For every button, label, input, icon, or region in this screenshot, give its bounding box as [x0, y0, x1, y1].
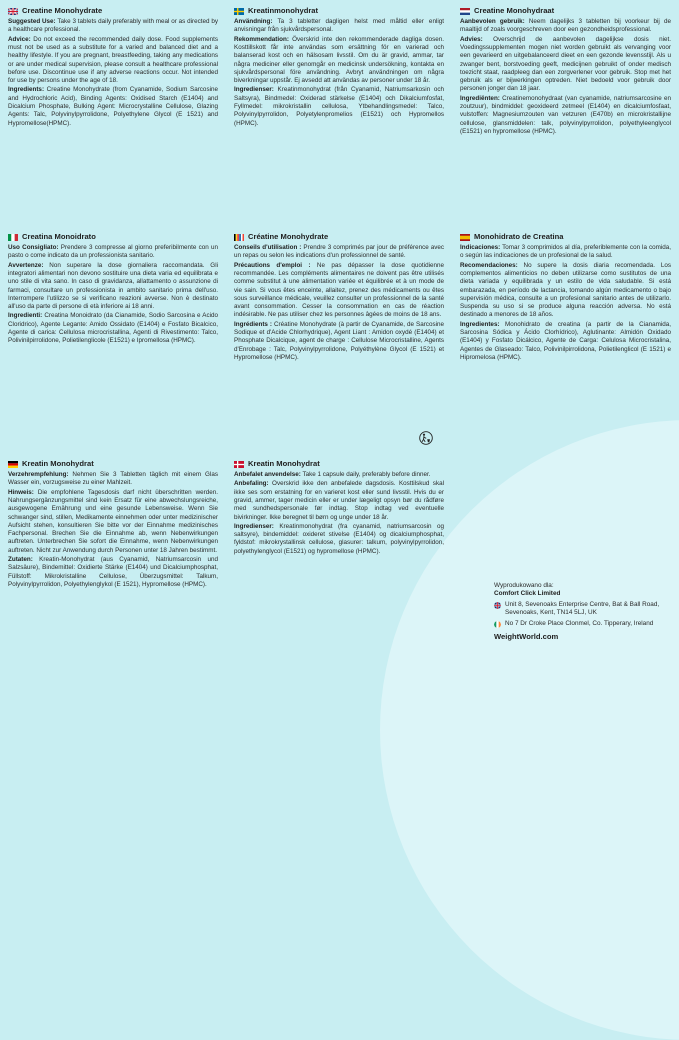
- panel-uk: [0, 0, 226, 226]
- section-label: Verzehrempfehlung:: [8, 471, 69, 479]
- panel-section: [8, 244, 218, 261]
- section-label: Avvertenze:: [8, 261, 44, 269]
- section-text: Nehmen Sie 3 Tabletten täglich mit einem Glas Wasser ein, vorzugsweise zu einer Mahlzeit.: [8, 471, 218, 487]
- section-label: Hinweis:: [8, 488, 34, 496]
- uk-flag-icon: [8, 8, 18, 15]
- manufacturer-company: Comfort Click Limited: [494, 590, 561, 597]
- weightworld-logo: WeightWorld.com: [494, 632, 559, 641]
- section-text: Die empfohlene Tagesdosis darf nicht überschritten werden. Nahrungsergänzungsmittel sind kein Ersatz für eine abwechslungsreiche, ausgewogene Ernährung und eine gesunde Lebensweise. Wenn Sie schwanger sind, stillen, Medikamente einnehmen oder unter medizinischer Aufsicht stehen, konsultieren Sie bitte vor der Einnahme medizinisches Fachpersonal. Brechen Sie die Einnahme ab, wenn Nebenwirkungen auftreten. Unterbrechen Sie sofort die Einnahme, wenn Nebenwirkungen auftreten. Nicht zur Anwendung durch Personen unter 18 Jahren bestimmt.: [8, 488, 218, 554]
- section-text: Non superare la dose giornaliera raccomandata. Gli integratori alimentari non devono sostituire una dieta varia ed equilibrata e uno stile di vita sano. In caso di gravidanza, allattamento o assunzione di farmaci, consultare un professionista in ambito sanitario prima dell'uso. Interrompere l'utilizzo se si verificano reazioni avverse. Non è destinato all'uso da parte di persone di età inferiore ai 18 anni.: [8, 261, 218, 311]
- section-label: Suggested Use:: [8, 18, 56, 26]
- section-text: Take 1 capsule daily, preferably before dinner.: [300, 471, 431, 479]
- section-label: Zutaten:: [8, 555, 33, 563]
- panel-section: [234, 18, 444, 35]
- panel-title: Kreatin Monohydrat: [248, 459, 320, 468]
- denmark-flag-icon: [234, 461, 244, 468]
- section-label: Recomendaciones:: [460, 261, 518, 269]
- uk-flag-icon: [494, 602, 501, 609]
- section-label: Användning:: [234, 18, 273, 26]
- panel-section: [234, 523, 444, 556]
- panel-section: [234, 244, 444, 261]
- section-label: Ingredienti:: [8, 312, 43, 320]
- manufacturer-block: [494, 582, 674, 641]
- panel-title: Creatine Monohydraat: [474, 6, 555, 15]
- section-label: Indicaciones:: [460, 244, 501, 252]
- section-text: Creatine Monohydrate (from Cyanamide, Sodium Sarcosine and Hydrochloric Acid), Binding Agents: Oxidised Starch (E1404) and Dicalcium Phosphate, Bulking Agent: Microcrystalline Cellulose, Glazing Agents: Talc, Polyvinylpyrrolidone, Polyethylene Glycol (E 1521) and Hypromellose(HPMC).: [8, 86, 218, 127]
- panel-section: [234, 262, 444, 320]
- section-text: Tomar 3 comprimidos al día, preferiblemente con la comida, o según las indicaciones de un profesional de la salud.: [460, 244, 671, 260]
- section-text: Ta 3 tabletter dagligen helst med måltid eller enligt anvisningar från sjukvårdspersonal.: [234, 18, 444, 34]
- panel-header: [234, 232, 444, 242]
- tidy-man-icon: [419, 431, 433, 445]
- panel-title: Kreatin Monohydrat: [22, 459, 94, 468]
- section-label: Aanbevolen gebruik:: [460, 18, 525, 26]
- panel-section: [8, 262, 218, 312]
- panel-nl: [452, 0, 679, 226]
- section-text: Ne pas dépasser la dose quotidienne recommandée. Les compléments alimentaires ne doivent pas être utilisés comme substitut à une alimentation variée et équilibrée et à un mode de vie sain. Si vous êtes enceinte, allaitez, prenez des médicaments ou êtes sous surveillance médicale, veuillez consulter un professionnel de la santé avant consommation. Cesser la consommation en cas de réaction indésirable. Ne pas utiliser chez les personnes âgées de moins de 18 ans.: [234, 261, 444, 319]
- section-text: Kreatin-Monohydrat (aus Cyanamid, Natriumsarcosin und Salzsäure), Bindemittel: Oxidierte Stärke (E1404) und Dicalciumphosphat, Füllstoff: Mikrokristalline Cellulose, Überzugsmittel: Talkum, Polyvinylpyrrolidon, Polyethylenglykol (E 1521), Hypromellose (HPMC).: [8, 555, 218, 588]
- panel-header: [8, 459, 218, 469]
- panel-de: [0, 453, 226, 679]
- panel-section: [460, 321, 671, 362]
- section-text: Take 3 tablets daily preferably with meal or as directed by a healthcare professional.: [8, 18, 218, 34]
- panel-dk: [226, 453, 452, 679]
- panel-title: Créatine Monohydrate: [248, 232, 329, 241]
- panel-section: [460, 95, 671, 136]
- section-label: Ingrediënten:: [460, 94, 500, 102]
- section-label: Conseils d'utilisation :: [234, 244, 302, 252]
- panel-section: [8, 18, 218, 35]
- panel-section: [460, 36, 671, 94]
- panel-header: [8, 232, 218, 242]
- panel-section: [460, 18, 671, 35]
- section-text: Overschrijd de aanbevolen dagelijkse dosis niet. Voedingssupplementen mogen niet worden gebruikt als vervanging voor een gevarieerd en uitgebalanceerd dieet en een gezonde levensstijl. Als u zwanger bent, borstvoeding geeft, medicijnen gebruikt of onder medisch toezicht staat, raadpleeg dan een zorgverlener voor gebruik. Stop met het gebruik als er bijwerkingen optreden. Niet bedoeld voor gebruik door personen jonger dan 18 jaar.: [460, 35, 671, 93]
- section-text: Kreatinmonohydrat (från Cyanamid, Natriumsarkosin och Saltsyra), Bindmedel: Oxiderad stärkelse (E1404) och Dikalciumfosfat, Fyllmedel: mikrokristallin cellulosa, Ytbehandlingsmedel: Talco, Polyvinylpyrrolidon, Polyetylenpromelios (E1521) och Hypromellos (HPMC).: [234, 86, 444, 127]
- panel-section: [460, 262, 671, 320]
- ie-address: No 7 Dr Croke Place Clonmel, Co. Tipperary, Ireland: [505, 620, 654, 627]
- section-label: Ingredienser:: [234, 522, 274, 530]
- section-label: Uso Consigliato:: [8, 244, 59, 252]
- uk-address: Unit 8, Sevenoaks Enterprise Centre, Bat & Ball Road, Sevenoaks, Kent, TN14 5LJ, UK: [505, 601, 660, 616]
- netherlands-flag-icon: [460, 8, 470, 15]
- section-text: Do not exceed the recommended daily dose. Food supplements must not be used as a substitute for a varied and balanced diet and a healthy lifestyle. If you are pregnant, breastfeeding, taking any medications or are under medical supervision, please consult a healthcare professional before use. Discontinue use if any adverse reactions occur. Not intended for use by persons under the age of 18.: [8, 35, 218, 85]
- ie-address-row: [494, 620, 674, 628]
- uk-address-row: [494, 601, 674, 617]
- belgium-france-flag-icon: [234, 234, 244, 241]
- section-label: Ingredientes:: [460, 320, 500, 328]
- section-text: Överskrid inte den rekommenderade dagliga dosen. Kosttillskott får inte användas som ersättning för en varierad och balanserad kost och en hälsosam livsstil. Om du är gravid, ammar, tar några mediciner eller genomgår en medicinsk undersökning, kontakta en sjukvårdspersonal före användning. Avbryt användningen om några biverkningar uppstår. Ej avsedd att användas av personer under 18 år.: [234, 35, 444, 85]
- panel-be-fr: [226, 226, 452, 453]
- spain-flag-icon: [460, 234, 470, 241]
- section-label: Advies:: [460, 35, 483, 43]
- section-text: Kreatinmonohydrat (fra cyanamid, natriumsarcosin og saltsyre), bindemiddel: oxideret stivelse (E1404) og dicalciumphosphat, fyldstof: mikrokrystallinsk cellulose, glasurer: talkum, polyvinylpyrrolidon, polyethylenglycol (E1521) og hypromellose (HPMC).: [234, 522, 444, 555]
- section-label: Ingredienser:: [234, 86, 274, 94]
- section-text: Neem dagelijks 3 tabletten bij voorkeur bij de maaltijd of zoals voorgeschreven door een gezondheidsprofessional.: [460, 18, 671, 34]
- section-text: Prendre 3 comprimés par jour de préférence avec un repas ou selon les indications d'un professionnel de santé.: [234, 244, 445, 260]
- section-text: Monohidrato de creatina (a partir de la Cianamida, Sarcosina Sódica y Ácido Clorhídrico), Aglutinante: Almidón Oxidado (E1404) y Fosfato Dicálcico, Agente de Carga: Celulosa Microcristalina, Agentes de Glaseado: Talco, Polivinilpirrolidona, Polietilenglicol (E 1521) e Hipromelosa (HPMC).: [460, 320, 671, 361]
- panel-es: [452, 226, 679, 453]
- panel-section: [8, 489, 218, 555]
- panel-header: [8, 6, 218, 16]
- panel-section: [234, 36, 444, 86]
- italy-flag-icon: [8, 234, 18, 241]
- section-label: Précautions d'emploi :: [234, 261, 311, 269]
- section-label: Ingrédients :: [234, 320, 273, 328]
- section-label: Anbefalet anvendelse:: [234, 471, 301, 479]
- section-text: No supere la dosis diaria recomendada. Los complementos alimenticios no deben utilizarse como sustitutos de una dieta variada y equilibrada y un estilo de vida saludable. Si está embarazada, en período de lactancia, tomando algún medicamento o bajo supervisión médica, consulte a un profesional sanitario antes de utilizarlo. Suspenda su uso si se produce alguna reacción adversa. No está destinado a menores de 18 años.: [460, 261, 671, 319]
- section-text: Overskrid ikke den anbefalede dagsdosis. Kosttilskud skal ikke ses som erstatning for en varieret kost eller sund livsstil. Hvis du er gravid, ammer, tager medicin eller er under lægeligt opsyn bør du rådføre med sundhedspersonale før indtag. Stop indtag ved eventuelle bivirkninger. Ikke beregnet til børn og unge under 18 år.: [234, 480, 444, 521]
- panel-section: [460, 244, 671, 261]
- panel-section: [234, 480, 444, 521]
- panel-section: [234, 321, 444, 362]
- panel-section: [234, 471, 444, 479]
- panel-section: [8, 471, 218, 488]
- ireland-flag-icon: [494, 621, 501, 628]
- germany-flag-icon: [8, 461, 18, 468]
- section-label: Rekommendation:: [234, 35, 289, 43]
- section-text: Creatina Monoidrato (da Cianamide, Sodio Sarcosina e Acido Cloridrico), Agente Legante: Amido Ossidato (E1404) e Fosfato Bicalcico, Agente di carica: Cellulosa microcristallina, Agenti di Rivestimento: Talco, Polivinilpirrolidone, Polietilenglicole (E1521) e Ipromellosa (HPMC).: [8, 312, 218, 345]
- panel-se: [226, 0, 452, 226]
- panel-title: Creatine Monohydrate: [22, 6, 103, 15]
- panel-title: Monohidrato de Creatina: [474, 232, 564, 241]
- panel-section: [8, 36, 218, 86]
- section-label: Anbefaling:: [234, 480, 269, 488]
- section-text: Prendere 3 compresse al giorno preferibilmente con un pasto o come indicato da un professionista sanitario.: [8, 244, 218, 260]
- section-label: Advice:: [8, 35, 31, 43]
- section-text: Creatinemonohydraat (van cyanamide, natriumsarcosine en zoutzuur), bindmiddel: geoxideerd zetmeel (E1404) en dicalciumfosfaat, vulstoffen: Magnesiumzouten van vetzuren (E470b) en microkristallijne cellulose, glansmiddelen: talk, polyvinylpyrrolidon, polyethyleenglycol (E1521) en hypromellose (HPMC).: [460, 94, 671, 135]
- panel-header: [234, 6, 444, 16]
- panel-section: [8, 312, 218, 345]
- section-label: Ingredients:: [8, 86, 45, 94]
- panel-title: Creatina Monoidrato: [22, 232, 96, 241]
- panel-header: [460, 6, 671, 16]
- sweden-flag-icon: [234, 8, 244, 15]
- panel-title: Kreatinmonohydrat: [248, 6, 319, 15]
- panel-header: [234, 459, 444, 469]
- section-text: Créatine Monohydrate (à partir de Cyanamide, de Sarcosine Sodique et d'Acide Chlorhydrique), Agent Liant : Amidon oxydé (E1404) et Phosphate Dicalcique, agent de charge : Cellulose Microcristalline, Agents d'Enrobage : Talc, Polyvinylpyrrolidone, Polyéthylène Glycol (E 1521) et Hypromellose (HPMC).: [234, 320, 444, 361]
- panel-it: [0, 226, 226, 453]
- panel-section: [8, 556, 218, 589]
- panel-section: [8, 86, 218, 127]
- panel-section: [234, 86, 444, 127]
- manufacturer-heading: Wyprodukowano dla:: [494, 582, 554, 589]
- panel-header: [460, 232, 671, 242]
